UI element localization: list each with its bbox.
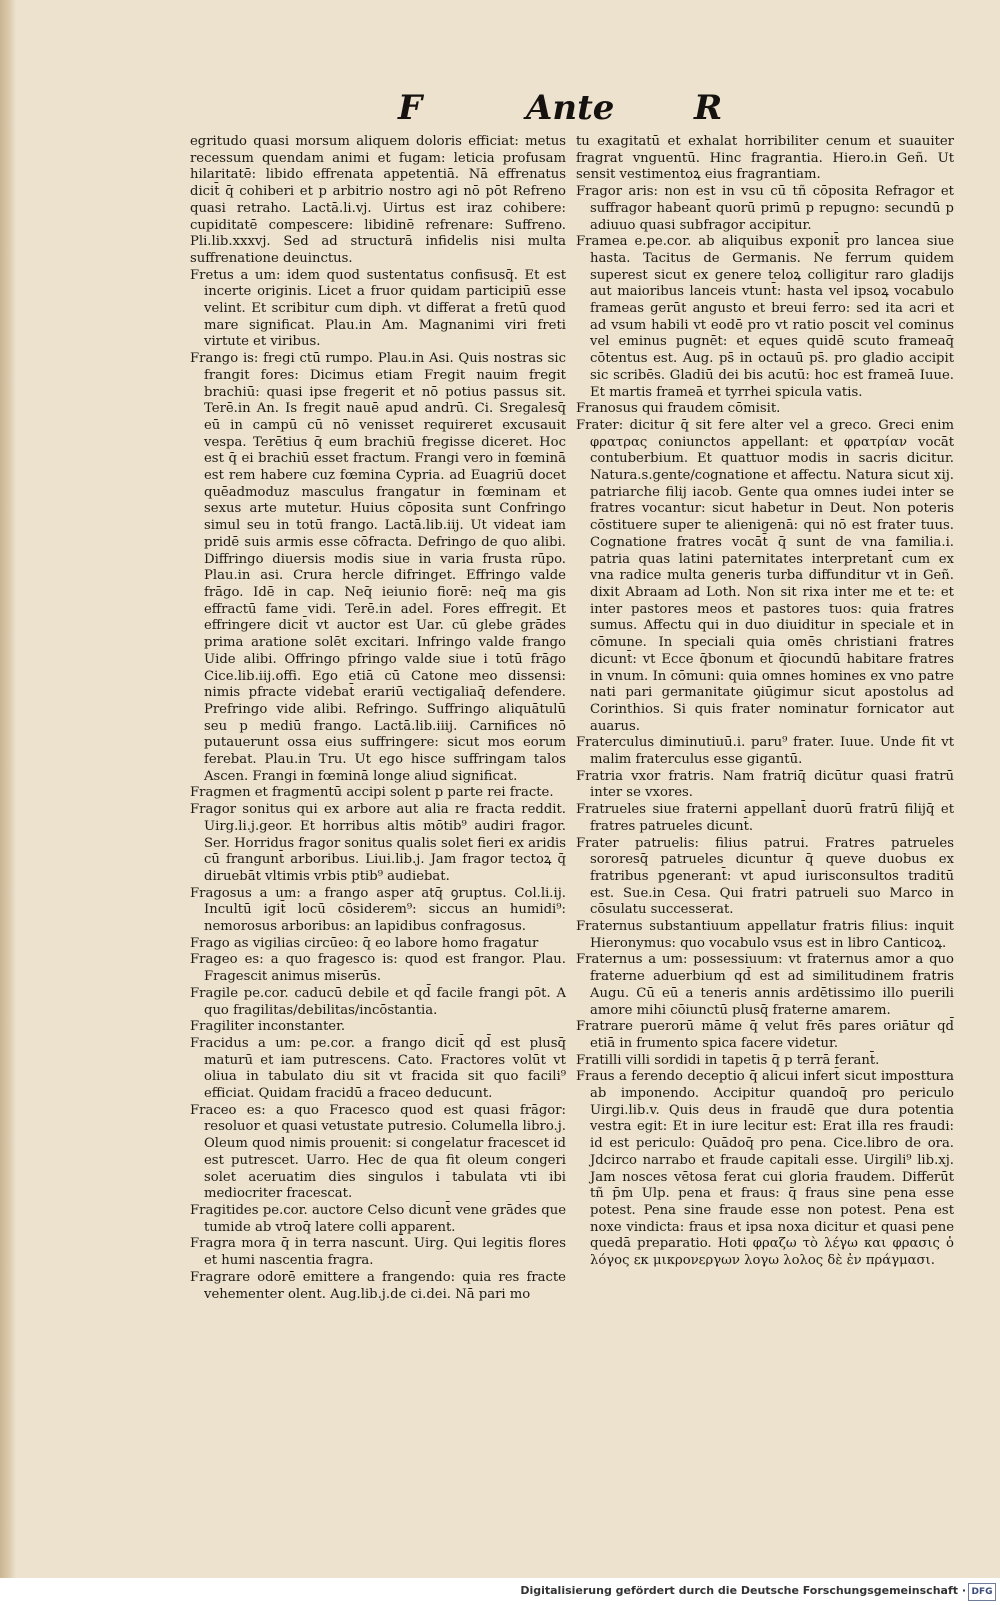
left-entry-10: Fracidus a um: pe.cor. a frango dicit̄ qd̄ est plusq̄ maturū et iam putrescens. Cato. Fractores volūt vt oliua in tabulato diu sit vt fracida sit quo facili⁹ efficiat. Quidam fracidū a fraceo deducunt. — [190, 1035, 566, 1102]
funding-notice: Digitalisierung gefördert durch die Deutsche Forschungsgemeinschaft · — [520, 1584, 966, 1597]
left-entry-11: Fraceo es: a quo Fracesco quod est quasi frāgor: resoluor et quasi vetustate putresio. Columella libro.j. Oleum quod nimis prouenit: si congelatur fracescet id est putrescet. Uarro. Hec de qua fit oleum congeri solet aceruatim dies singulos i tabulata vti ibi mediocriter fracescat. — [190, 1102, 566, 1202]
left-entry-1: Fretus a um: idem quod sustentatus confisusq̄. Et est incerte originis. Licet a fruor quidam participiū esse velint. Et scribitur cum diph. vt differat a fretū quod mare significat. Plau.in Am. Magnanimi viri freti virtute et viribus. — [190, 267, 566, 350]
header-left-letter: F — [398, 88, 423, 128]
running-header — [0, 88, 1000, 138]
header-center-word: Ante — [526, 88, 615, 128]
left-entry-9: Fragiliter inconstanter. — [190, 1019, 346, 1035]
right-entry-10: Fraternus a um: possessiuum: vt fraternus amor a quo fraterne aduerbium qd̄ est ad similitudinem fratris Augu. Cū eū a teneris annis ardētissimo illo puerili amore mihi cōiunctū plusq̄ fraterne amarem. — [576, 952, 954, 1018]
right-entry-8: Frater patruelis: filius patrui. Fratres patrueles sororesq̄ patrueles dicuntur q̄ queve duobus ex fratribus pgenerant̄: vt apud iurisconsultos traditū est. Sue.in Cesa. Qui fratri patrueli suo Marco in cōsulatu successerat. — [576, 835, 954, 918]
page-edge — [0, 0, 16, 1578]
left-entry-7: Frageo es: a quo fragesco is: quod est frangor. Plau. Fragescit animus miserūs. — [190, 952, 566, 985]
left-entry-12: Fragitides pe.cor. auctore Celso dicunt̄ vene grādes que tumide ab vtroq̄ latere colli apparent. — [190, 1203, 566, 1235]
right-entry-7: Fratrueles siue fraterni appellant̄ duorū fratrū filijq̄ et fratres patrueles dicunt̄. — [576, 802, 954, 834]
right-entry-6: Fratria vxor fratris. Nam fratriq̄ dicūtur quasi fratrū inter se vxores. — [576, 768, 954, 801]
right-entry-4: Frater: dicitur q̄ sit fere alter vel a greco. Greci enim φρατρας coniunctos appellant: et φρατρίαν vocāt contuberbium. Et quattuor modis in sacris dicitur. Natura.s.gente/cognatione et affectu. Natura sicut xij. patriarche filij iacob. Gente qua omnes iudei inter se fratres vocantur: sicut habetur in Deut. Non poteris cōstituere super te alienigenā: qui nō est frater tuus. Cognatione fratres vocāt̄ q̄ sunt de vna familia.i. patria quas latini paternitates interpretant̄ cum ex vna radice multa generis turba diffunditur vt in Geñ. dixit Abraam ad Loth. Non sit rixa inter me et te: et inter pastores meos et pastores tuos: quia fratres sumus. Affectu qui in duo diuiditur in speciale et in cōmune. In speciali quia omēs christiani fratres dicunt̄: vt Ecce q̄bonum et q̄iocundū habitare fratres in vnum. In cōmuni: quia omnes homines ex vno patre nati pari germanitate ꝯiūgimur sicut apostolus ad Corinthios. Si quis frater nominatur fornicator aut auarus. — [576, 417, 954, 734]
left-entry-4: Fragor sonitus qui ex arbore aut alia re fracta reddit. Uirg.li.j.geor. Et horribus altis mōtib⁹ audiri fragor. Ser. Horridus fragor sonitus qualis solet fieri ex aridis cū frangunt̄ arboribus. Liui.lib.j. Jam fragor tectoꝝ q̄ diruebāt vltimis vrbis ptib⁹ audiebat. — [190, 802, 566, 884]
left-entry-5: Fragosus a um: a frango asper atq̄ ꝯruptus. Col.li.ij. Incultū igit̄ locū cōsiderem⁹: siccus an humidi⁹: nemorosus arboribus: an lapidibus confragosus. — [190, 885, 566, 935]
right-entry-9: Fraternus substantiuum appellatur fratris filius: inquit Hieronymus: quo vocabulo vsus est in libro Canticoꝝ. — [576, 919, 954, 951]
right-entry-1: Fragor aris: non est in vsu cū tñ cōposita Refragor et suffragor habeant̄ quorū primū p repugno: secundū p adiuuo quasi subfragor accipitur. — [576, 184, 954, 233]
header-right-letter: R — [694, 88, 723, 128]
left-entry-14: Fragrare odorē emittere a frangendo: quia res fracte vehementer olent. Aug.lib.j.de ci.dei. Nā pari mo — [190, 1269, 566, 1302]
right-entry-12: Fratilli villi sordidi in tapetis q̄ p terrā ferant̄. — [576, 1052, 880, 1068]
left-column — [190, 134, 566, 1303]
dfg-logo: DFG — [968, 1583, 996, 1601]
left-entry-0: egritudo quasi morsum aliquem doloris efficiat: metus recessum quendam animi et fugam: leticia profusam hilaritatē: libido effrenata appetentiā. Nā effrenatus dicit̄ q̄ cohiberi et p arbitrio nostro agi nō pōt Refreno quasi retraho. Lactā.li.vj. Uirtus est iraz cohibere: cupiditatē compescere: libidinē refrenare: Suffreno. Pli.lib.xxxvj. Sed ad structurā infidelis nisi multa suffrenatione deuinctus. — [190, 134, 566, 266]
right-entry-3: Franosus qui fraudem cōmisit. — [576, 401, 781, 417]
left-entry-2: Frango is: fregi ctū rumpo. Plau.in Asi. Quis nostras sic frangit fores: Dicimus etiam Fregit nauim fregit brachiū: quasi ipse fregerit et nō potius passus sit. Terē.in An. Is fregit nauē apud andrū. Ci. Sregalesq̄ eū in campū cū nō venisset requireret excusauit vespa. Terētius q̄ eum brachiū fregisse diceret. Hoc est q̄ ei brachiū esset fractum. Frangi vero in fœminā est rem habere cuz fœmina Cypria. ad Euagriū docet quēadmoduz masculus frangatur in fœminam et sexus arte mutetur. Huius cōposita sunt Confringo simul seu in totū frango. Lactā.lib.iij. Ut videat iam pridē suis armis esse cōfracta. Defringo de quo alibi. Diffringo diuersis modis siue in varia frusta rūpo. Plau.in asi. Crura hercle difringet. Effringo valde frāgo. Idē in cap. Neq̄ ieiunio fiorē: neq̄ ma gis effractū fame vidi. Terē.in adel. Fores effregit. Et effringere dicit̄ vt auctor est Uar. cū glebe grādes prima aratione solēt excitari. Infringo valde frango Uide alibi. Offringo pfringo valde siue i totū frāgo Cice.lib.iij.offi. Ego etiā cū Catone meo dissensi: nimis pfracte videbat̄ erariū vectigaliaq̄ defendere. Prefringo vide alibi. Refringo. Suffringo aliquātulū seu p mediū frango. Lactā.lib.iiij. Carnifices nō putauerunt ossa eius suffringere: sicut mos eorum ferebat. Plau.in Tru. Ut ego hisce suffringam talos Ascen. Frangi in fœminā longe aliud significat. — [190, 351, 566, 784]
left-entry-6: Frago as vigilias circūeo: q̄ eo labore homo fragatur — [190, 935, 539, 951]
right-entry-0: tu exagitatū et exhalat horribiliter cenum et suauiter fragrat vnguentū. Hinc fragrantia. Hiero.in Geñ. Ut sensit vestimentoꝝ eius fragrantiam. — [576, 134, 954, 183]
right-entry-5: Fraterculus diminutiuū.i. paru⁹ frater. Iuue. Unde fit vt malim fraterculus esse gigantū. — [576, 735, 954, 768]
right-entry-13: Fraus a ferendo deceptio q̄ alicui infert̄ sicut imposttura ab imponendo. Accipitur quandoq̄ pro periculo Uirgi.lib.v. Quis deus in fraudē que dura potentia vestra egit: Et in iure lecitur est: Erat illa res fraudi: id est periculo: Quādoq̄ pro pena. Cice.libro de ora. Jdcirco narrabo et fraude capitali esse. Uirgili⁹ lib.xj. Jam nosces vētosa ferat cui gloria fraudem. Differūt tñ p̄m Ulp. pena et fraus: q̄ fraus sine pena esse potest. Pena sine fraude esse non potest. Pena est noxe vindicta: fraus et ipsa noxa dicitur et quasi pene quedā preparatio. Hoti φραζω τὸ λέγω και φρασις ὁ λόγος εκ μικρονεργων λογω λολος δὲ ἐν πράγμασι. — [576, 1069, 954, 1269]
left-entry-13: Fragra mora q̄ in terra nascunt̄. Uirg. Qui legitis flores et humi nascentia fragra. — [190, 1236, 566, 1269]
right-entry-2: Framea e.pe.cor. ab aliquibus exponit̄ pro lancea siue hasta. Tacitus de Germanis. Ne ferrum quidem superest sicut ex genere teloꝝ colligitur raro gladijs aut maioribus lanceis vtunt̄: hasta vel ipsoꝝ vocabulo frameas gerūt angusto et breui ferro: sed ita acri et ad vsum habili vt eodē pro vt ratio poscit vel cominus vel eminus pugnēt: et eques quidē scuto frameaq̄ cōtentus est. Aug. ps̄ in octauū ps̄. pro gladio accipit sic scribēs. Gladiū dei bis acutū: hoc est frameā Iuue. Et martis frameā et tyrrhei spicula vatis. — [576, 234, 954, 400]
digitization-footer — [0, 1578, 1000, 1605]
left-entry-3: Fragmen et fragmentū accipi solent p parte rei fracte. — [190, 785, 554, 801]
right-column — [576, 134, 954, 1270]
right-entry-11: Fratrare puerorū māme q̄ velut frēs pares oriātur qd̄ etiā in frumento spica facere videtur. — [576, 1019, 954, 1051]
left-entry-8: Fragile pe.cor. caducū debile et qd̄ facile frangi pōt. A quo fragilitas/debilitas/incōstantia. — [190, 985, 566, 1018]
